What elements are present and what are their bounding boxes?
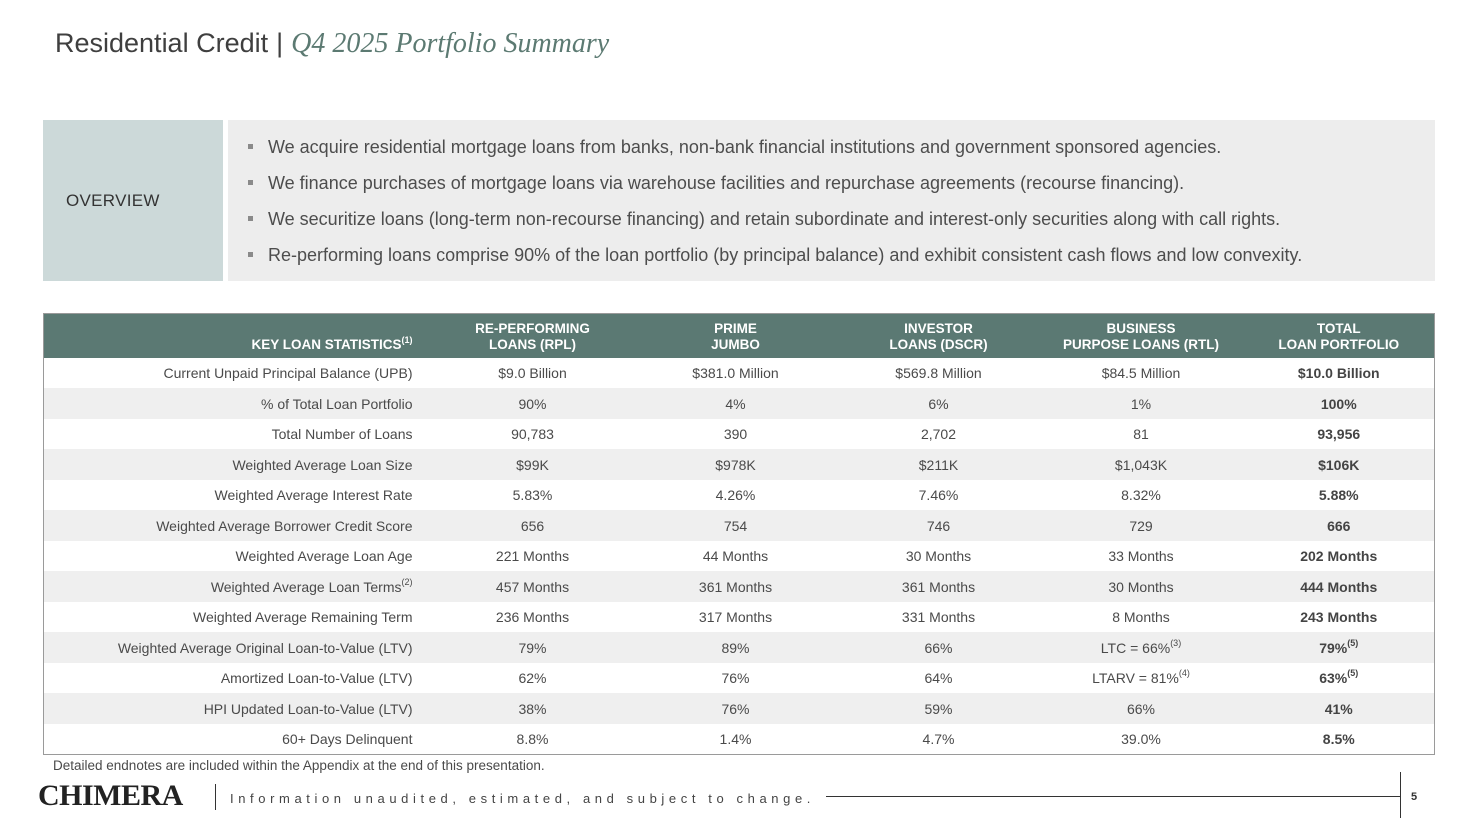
cell-total: 202 Months bbox=[1300, 548, 1378, 565]
cell-rpl: 62% bbox=[518, 670, 547, 687]
bullet-square-icon bbox=[248, 144, 253, 149]
cell-rtl: 81 bbox=[1133, 426, 1149, 443]
cell-prime-jumbo: 89% bbox=[633, 632, 839, 663]
cell-rtl: $84.5 Million bbox=[1101, 365, 1181, 382]
cell-total: 63%$^{(5)}$ bbox=[1319, 668, 1359, 687]
title-separator: | bbox=[276, 28, 284, 58]
cell-total: 100% bbox=[1244, 388, 1435, 419]
cell-rtl: 66% bbox=[1039, 693, 1244, 724]
cell-rpl: 656 bbox=[433, 510, 633, 541]
header-dscr: INVESTOR LOANS (DSCR) bbox=[839, 314, 1039, 358]
cell-total: 243 Months bbox=[1300, 609, 1378, 626]
cell-prime-jumbo: 1.4% bbox=[719, 731, 752, 747]
row-label: Amortized Loan-to-Value (LTV) bbox=[220, 670, 413, 687]
table-row bbox=[44, 419, 1435, 450]
overview-bullet: We securitize loans (long-term non-recourse financing) and retain subordinate and interest-only securities along with call rights. bbox=[248, 209, 1435, 245]
header-prime-jumbo: PRIME JUMBO bbox=[633, 314, 839, 358]
page-number: 5 bbox=[1411, 791, 1418, 803]
title-main: Residential Credit bbox=[55, 28, 269, 58]
cell-prime-jumbo: 76% bbox=[721, 670, 750, 687]
endnote-text: Detailed endnotes are included within the Appendix at the end of this presentation. bbox=[53, 758, 545, 773]
overview-label: OVERVIEW bbox=[66, 190, 160, 210]
row-label: Weighted Average Remaining Term bbox=[193, 609, 413, 626]
cell-rpl: 90,783 bbox=[511, 426, 554, 443]
table-header-row bbox=[44, 314, 1435, 358]
footer-divider bbox=[215, 784, 216, 810]
cell-dscr: 64% bbox=[924, 670, 953, 687]
row-label: Current Unpaid Principal Balance (UPB) bbox=[163, 365, 413, 382]
cell-rpl: 5.83% bbox=[512, 487, 553, 504]
cell-dscr: 746 bbox=[839, 510, 1039, 541]
cell-dscr: 7.46% bbox=[918, 487, 959, 504]
cell-prime-jumbo: 317 Months bbox=[698, 609, 773, 626]
chimera-logo: CHIMERA bbox=[38, 779, 183, 812]
cell-dscr: 59% bbox=[839, 693, 1039, 724]
footer-rule bbox=[826, 796, 1400, 797]
cell-rpl: 79% bbox=[433, 632, 633, 663]
bullet-square-icon bbox=[248, 252, 253, 257]
table-row bbox=[44, 449, 1435, 480]
cell-total: $10.0 Billion bbox=[1297, 365, 1380, 382]
cell-total: 8.5% bbox=[1322, 731, 1355, 747]
cell-prime-jumbo: 4.26% bbox=[715, 487, 756, 504]
footer-tagline: Information unaudited, estimated, and subject to change. bbox=[230, 791, 815, 806]
cell-rpl: $99K bbox=[433, 449, 633, 480]
table-row bbox=[44, 663, 1435, 694]
footer-page-divider bbox=[1400, 772, 1401, 818]
bullet-square-icon bbox=[248, 180, 253, 185]
row-label: Weighted Average Loan Age bbox=[235, 548, 413, 565]
row-label: Weighted Average Loan Terms$^{(2)}$ bbox=[44, 571, 433, 602]
cell-total: $106K bbox=[1244, 449, 1435, 480]
title-subtitle: Q4 2025 Portfolio Summary bbox=[291, 28, 610, 59]
cell-rtl: 8 Months bbox=[1112, 609, 1170, 626]
cell-dscr: 30 Months bbox=[905, 548, 972, 565]
cell-dscr: $211K bbox=[839, 449, 1039, 480]
table-row bbox=[44, 541, 1435, 572]
cell-total: 5.88% bbox=[1318, 487, 1359, 504]
table-row bbox=[44, 571, 1435, 602]
header-rpl: RE-PERFORMING LOANS (RPL) bbox=[433, 314, 633, 358]
cell-prime-jumbo: $381.0 Million bbox=[692, 365, 779, 382]
row-label: Weighted Average Borrower Credit Score bbox=[44, 510, 433, 541]
cell-prime-jumbo: 76% bbox=[633, 693, 839, 724]
cell-rtl: 729 bbox=[1039, 510, 1244, 541]
cell-prime-jumbo: 361 Months bbox=[633, 571, 839, 602]
cell-dscr: 66% bbox=[839, 632, 1039, 663]
cell-total: 79%$^{(5)}$ bbox=[1244, 632, 1435, 663]
header-total: TOTAL LOAN PORTFOLIO bbox=[1244, 314, 1435, 358]
row-label: HPI Updated Loan-to-Value (LTV) bbox=[44, 693, 433, 724]
bullet-square-icon bbox=[248, 216, 253, 221]
table-row bbox=[44, 510, 1435, 541]
overview-bullet: We finance purchases of mortgage loans via warehouse facilities and repurchase agreements (recourse financing). bbox=[248, 173, 1435, 209]
cell-rtl: 39.0% bbox=[1121, 731, 1161, 747]
cell-dscr: 361 Months bbox=[839, 571, 1039, 602]
overview-bullet: We acquire residential mortgage loans from banks, non-bank financial institutions and government sponsored agencies. bbox=[248, 137, 1435, 173]
cell-rpl: 38% bbox=[433, 693, 633, 724]
header-key-loan-statistics: KEY LOAN STATISTICS$^{(1)}$ bbox=[44, 314, 433, 358]
cell-dscr: 331 Months bbox=[901, 609, 976, 626]
cell-dscr: 2,702 bbox=[920, 426, 957, 443]
overview-label-box bbox=[43, 120, 223, 281]
overview-bullets bbox=[228, 120, 1435, 281]
cell-rpl: 90% bbox=[433, 388, 633, 419]
row-label: Weighted Average Original Loan-to-Value (LTV) bbox=[44, 632, 433, 663]
cell-dscr: $569.8 Million bbox=[895, 365, 982, 382]
row-label: % of Total Loan Portfolio bbox=[44, 388, 433, 419]
row-label: 60+ Days Delinquent bbox=[282, 731, 413, 747]
cell-prime-jumbo: 44 Months bbox=[702, 548, 769, 565]
cell-rpl: 457 Months bbox=[433, 571, 633, 602]
cell-rtl: LTARV = 81%$^{(4)}$ bbox=[1092, 668, 1190, 687]
cell-rpl: 8.8% bbox=[516, 731, 549, 747]
cell-rtl: 30 Months bbox=[1039, 571, 1244, 602]
cell-dscr: 6% bbox=[839, 388, 1039, 419]
cell-total: 666 bbox=[1244, 510, 1435, 541]
table-row bbox=[44, 602, 1435, 633]
table-row bbox=[44, 693, 1435, 724]
cell-rtl: $1,043K bbox=[1039, 449, 1244, 480]
cell-rtl: 8.32% bbox=[1121, 487, 1161, 504]
table-row bbox=[44, 388, 1435, 419]
cell-rpl: $9.0 Billion bbox=[498, 365, 567, 382]
row-label: Weighted Average Interest Rate bbox=[214, 487, 413, 504]
row-label: Total Number of Loans bbox=[271, 426, 413, 443]
loan-statistics-table bbox=[43, 313, 1435, 755]
cell-rpl: 221 Months bbox=[495, 548, 570, 565]
cell-total: 93,956 bbox=[1317, 426, 1361, 443]
overview-bullet: Re-performing loans comprise 90% of the loan portfolio (by principal balance) and exhibit consistent cash flows and low convexity. bbox=[248, 245, 1435, 281]
page-title bbox=[55, 28, 609, 68]
table-row bbox=[44, 632, 1435, 663]
cell-prime-jumbo: 390 bbox=[723, 426, 748, 443]
cell-total: 444 Months bbox=[1244, 571, 1435, 602]
cell-prime-jumbo: 754 bbox=[633, 510, 839, 541]
header-rtl: BUSINESS PURPOSE LOANS (RTL) bbox=[1039, 314, 1244, 358]
cell-rtl: 1% bbox=[1039, 388, 1244, 419]
cell-rtl: LTC = 66%$^{(3)}$ bbox=[1039, 632, 1244, 663]
cell-rtl: 33 Months bbox=[1108, 548, 1174, 565]
row-label: Weighted Average Loan Size bbox=[44, 449, 433, 480]
cell-prime-jumbo: $978K bbox=[633, 449, 839, 480]
table-row bbox=[44, 480, 1435, 511]
cell-dscr: 4.7% bbox=[922, 731, 955, 747]
table-row bbox=[44, 358, 1435, 389]
table-row bbox=[44, 724, 1435, 755]
cell-rpl: 236 Months bbox=[495, 609, 570, 626]
cell-prime-jumbo: 4% bbox=[633, 388, 839, 419]
cell-total: 41% bbox=[1244, 693, 1435, 724]
